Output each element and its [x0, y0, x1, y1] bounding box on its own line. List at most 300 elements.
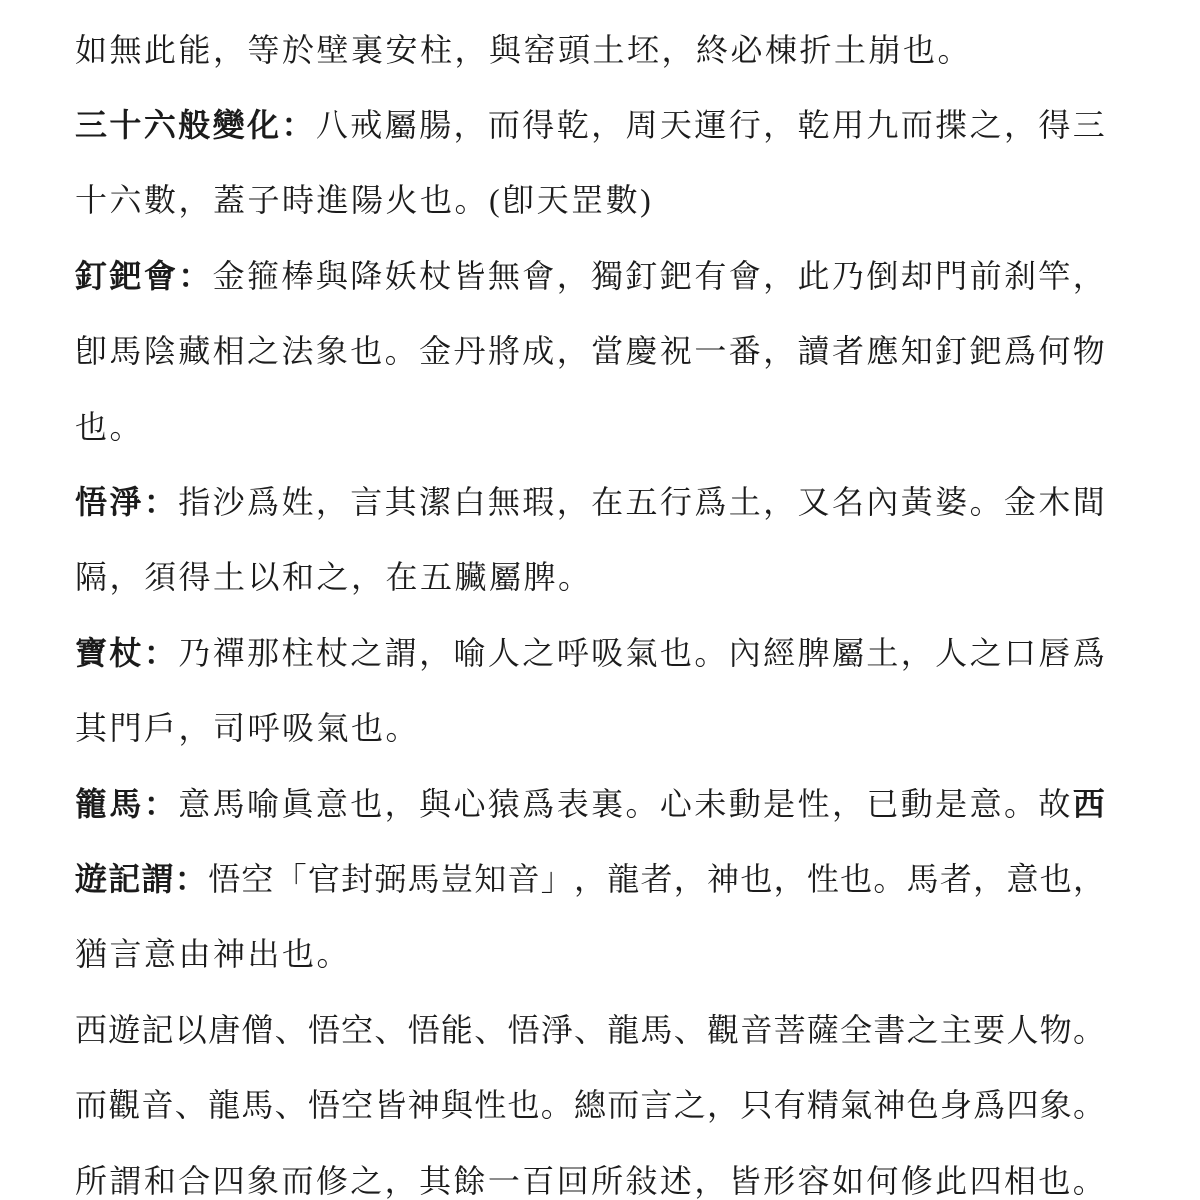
body-text-char: ， [573, 860, 606, 897]
term-heading-char: 謂 [141, 860, 174, 897]
text-line [75, 915, 1105, 990]
body-text-char: 、 [673, 1011, 706, 1048]
term-heading-char: ： [143, 484, 176, 521]
body-text: 隔，須得土以和之，在五臟屬脾。 [75, 559, 593, 596]
body-text-char: 性 [797, 785, 830, 822]
term-heading-char: 十 [109, 107, 142, 144]
text-line [75, 161, 1105, 236]
body-text-char: 天 [659, 107, 692, 144]
body-text-char: 乃 [178, 634, 211, 671]
body-text-char: 爲 [973, 1087, 1006, 1124]
body-text-char: 爲 [247, 484, 280, 521]
body-text-char: 一 [694, 333, 727, 370]
body-text-char: 爲 [1003, 333, 1036, 370]
body-text-char: 屬 [384, 107, 417, 144]
body-text-char: 。 [694, 634, 727, 671]
body-text-char: 其 [384, 484, 417, 521]
body-text-char: 修 [315, 1162, 348, 1199]
body-text-char: 之 [522, 634, 555, 671]
body-text-char: 乾 [797, 107, 830, 144]
term-heading-char: ： [174, 860, 207, 897]
body-text-char: 能 [440, 1011, 473, 1048]
body-text-char: 其 [419, 1162, 452, 1199]
body-text-char: 。 [873, 860, 906, 897]
body-text-char: 降 [350, 257, 383, 294]
body-text-char: ， [384, 785, 417, 822]
body-text-char: 意 [969, 785, 1002, 822]
body-text-char: 三 [1072, 107, 1105, 144]
body-text-char: 龍 [607, 860, 640, 897]
body-text-char: 而 [607, 1087, 640, 1124]
body-text-char: 龍 [208, 1087, 241, 1124]
body-text-char: 鈀 [969, 333, 1002, 370]
body-text-char: 心 [659, 785, 692, 822]
term-heading-char: ： [178, 257, 211, 294]
body-text-char: 象 [1039, 1087, 1072, 1124]
body-text-char: 也 [350, 785, 383, 822]
body-text-char: 象 [247, 1162, 280, 1199]
body-text-char: 之 [906, 1011, 939, 1048]
body-text-char: 而 [487, 107, 520, 144]
body-text-char: 薩 [806, 1011, 839, 1048]
body-text-char: 釘 [935, 333, 968, 370]
body-text-char: 獨 [591, 257, 624, 294]
body-text-char: 用 [831, 107, 864, 144]
body-text-char: ， [831, 785, 864, 822]
term-heading-char: 馬 [109, 785, 142, 822]
body-text-char: 餘 [453, 1162, 486, 1199]
body-text-char: 間 [1072, 484, 1105, 521]
body-text-char: 杖 [419, 257, 452, 294]
body-text-char: 馬 [407, 860, 440, 897]
body-text-char: 觀 [108, 1087, 141, 1124]
term-heading-char: 鈀 [109, 257, 142, 294]
body-text-char: 禪 [212, 634, 245, 671]
body-text-char: 者 [939, 860, 972, 897]
body-text-char: ， [384, 1162, 417, 1199]
body-text-char: 當 [591, 333, 624, 370]
body-text-char: 金 [419, 333, 452, 370]
body-text-char: ， [556, 484, 589, 521]
body-text-char: 淨 [540, 1011, 573, 1048]
term-heading-char: 籠 [75, 785, 108, 822]
body-text-char: 金 [212, 257, 245, 294]
text-line [75, 689, 1105, 764]
body-text-char: 與 [440, 1087, 473, 1124]
body-text-char: 腸 [419, 107, 452, 144]
term-heading-char: 西 [1072, 785, 1105, 822]
body-text-char: 乾 [556, 107, 589, 144]
body-text-char: 謂 [384, 634, 417, 671]
body-text-char: 眞 [281, 785, 314, 822]
term-heading-char: 杖 [109, 634, 142, 671]
body-text-char: 氣 [625, 634, 658, 671]
body-text-char: 是 [935, 785, 968, 822]
body-text: 其門戶，司呼吸氣也。 [75, 710, 421, 747]
body-text-char: 音 [740, 1011, 773, 1048]
body-text: 如無此能，等於壁裏安柱，與窑頭土坯，終必棟折土崩也。 [75, 31, 973, 68]
body-text-char: 只 [740, 1087, 773, 1124]
body-text-char: 棒 [281, 257, 314, 294]
term-heading-char: 會 [143, 257, 176, 294]
body-text-char: 乃 [831, 257, 864, 294]
body-text-char: ， [591, 107, 624, 144]
body-text-char: 周 [625, 107, 658, 144]
body-text-char: 內 [866, 484, 899, 521]
body-text-char: ， [773, 860, 806, 897]
body-text-char: 精 [806, 1087, 839, 1124]
body-text-char: ， [694, 1162, 727, 1199]
body-text-char: 喻 [247, 785, 280, 822]
body-text-char: 僧 [241, 1011, 274, 1048]
body-text-char: ， [1003, 107, 1036, 144]
body-text-char: 所 [75, 1162, 108, 1199]
body-text-char: 書 [873, 1011, 906, 1048]
body-text-char: 指 [178, 484, 211, 521]
body-text-char: 物 [1072, 333, 1105, 370]
body-text-char: ， [1072, 257, 1105, 294]
body-text-char: 四 [1006, 1087, 1039, 1124]
body-text-char: 動 [900, 785, 933, 822]
body-text-char: 釘 [625, 257, 658, 294]
body-text-char: 。 [1003, 785, 1036, 822]
body-text-char: 有 [694, 257, 727, 294]
body-text-char: 人 [487, 634, 520, 671]
body-text-char: 悟 [307, 1011, 340, 1048]
body-text-char: 慶 [625, 333, 658, 370]
body-text-char: ， [763, 484, 796, 521]
body-text-char: 也 [1039, 860, 1072, 897]
body-text-char: 。 [384, 333, 417, 370]
body-text-char: 內 [728, 634, 761, 671]
body-text-char: 表 [556, 785, 589, 822]
body-text-char: 全 [840, 1011, 873, 1048]
body-text-char: 人 [935, 634, 968, 671]
body-text-char: 得 [522, 107, 555, 144]
body-text-char: 、 [374, 1011, 407, 1048]
body-text-char: 相 [1003, 1162, 1036, 1199]
body-text-char: 揲 [935, 107, 968, 144]
body-text-char: 經 [763, 634, 796, 671]
body-text-char: ， [419, 634, 452, 671]
body-text-char: 屬 [831, 634, 864, 671]
body-text-char: 以 [174, 1011, 207, 1048]
body-text-char: ， [556, 257, 589, 294]
body-text-char: 一 [487, 1162, 520, 1199]
body-text-char: 遊 [108, 1011, 141, 1048]
body-text-char: 未 [694, 785, 727, 822]
body-text-char: 祝 [659, 333, 692, 370]
body-text-char: 柱 [281, 634, 314, 671]
body-text-char: 皆 [374, 1087, 407, 1124]
text-line [75, 312, 1105, 387]
body-text-char: 皆 [453, 257, 486, 294]
body-text-char: 那 [247, 634, 280, 671]
body-text-char: 。 [540, 1087, 573, 1124]
body-text-char: 弼 [374, 860, 407, 897]
body-text-char: 名 [831, 484, 864, 521]
body-text-char: 菩 [773, 1011, 806, 1048]
body-text-char: 、 [573, 1011, 606, 1048]
body-text-char: 、 [474, 1011, 507, 1048]
body-text-char: 豈 [440, 860, 473, 897]
body-text-char: 金 [1003, 484, 1036, 521]
body-text-char: 爲 [694, 484, 727, 521]
body-text-char: 婆 [935, 484, 968, 521]
body-text-char: 空 [341, 1011, 374, 1048]
body-text-char: ， [556, 333, 589, 370]
body-text-char: 與 [419, 785, 452, 822]
term-heading-char: ： [143, 634, 176, 671]
body-text-char: 合 [178, 1162, 211, 1199]
body-text-char: 丹 [453, 333, 486, 370]
body-text-char: 意 [1006, 860, 1039, 897]
body-text-char: 修 [900, 1162, 933, 1199]
body-text-char: 神 [407, 1087, 440, 1124]
body-text-char: 吸 [591, 634, 624, 671]
body-text-char: 和 [143, 1162, 176, 1199]
body-text-char: ， [707, 1087, 740, 1124]
body-text-char: 回 [556, 1162, 589, 1199]
body-text-char: 五 [625, 484, 658, 521]
body-text-char: 卽 [75, 333, 108, 370]
body-text-char: 姓 [281, 484, 314, 521]
body-text-char: ， [673, 860, 706, 897]
body-text-char: 神 [707, 860, 740, 897]
body-text-char: 前 [969, 257, 1002, 294]
body-text-char: 意 [178, 785, 211, 822]
body-text-char: 之 [247, 333, 280, 370]
body-text-char: 官 [307, 860, 340, 897]
body-text-char: 喻 [453, 634, 486, 671]
body-text-char: 也 [350, 333, 383, 370]
body-text-char: 。 [969, 484, 1002, 521]
term-heading-char: 變 [212, 107, 245, 144]
text-line [75, 10, 1105, 85]
body-text-char: 、 [274, 1011, 307, 1048]
body-text-char: 爲 [522, 785, 555, 822]
text-line [75, 462, 1105, 537]
body-text-char: 四 [212, 1162, 245, 1199]
body-text-char: 悟 [407, 1011, 440, 1048]
body-text-char: 龍 [607, 1011, 640, 1048]
body-text-char: 西 [75, 1011, 108, 1048]
body-text-char: 法 [281, 333, 314, 370]
term-heading-char: 悟 [75, 484, 108, 521]
body-text-char: 馬 [241, 1087, 274, 1124]
body-text-char: 八 [315, 107, 348, 144]
body-text-char: ， [763, 257, 796, 294]
body-text-char: 而 [75, 1087, 108, 1124]
body-text-char: 妖 [384, 257, 417, 294]
body-text-char: 之 [350, 634, 383, 671]
body-text-char: 何 [866, 1162, 899, 1199]
term-heading-char: 記 [108, 860, 141, 897]
body-text-char: 讀 [797, 333, 830, 370]
body-text-char: 無 [487, 484, 520, 521]
body-text-char: 馬 [640, 1011, 673, 1048]
text-line [75, 387, 1105, 462]
body-text-char: 刹 [1003, 257, 1036, 294]
body-text-char: 番 [728, 333, 761, 370]
body-text-char: 成 [522, 333, 555, 370]
body-text-char: 也 [659, 634, 692, 671]
body-text-char: 已 [866, 785, 899, 822]
body-text-char: 爲 [1072, 634, 1105, 671]
body-text-char: 悟 [208, 860, 241, 897]
body-text-char: 氣 [840, 1087, 873, 1124]
body-text-char: 無 [487, 257, 520, 294]
body-text-char: 會 [728, 257, 761, 294]
body-text-char: 與 [315, 257, 348, 294]
body-text-char: 將 [487, 333, 520, 370]
body-text-char: 要 [973, 1011, 1006, 1048]
body-text-char: 白 [453, 484, 486, 521]
body-text-char: 之 [673, 1087, 706, 1124]
body-text-char: 脾 [797, 634, 830, 671]
body-text-char: 如 [831, 1162, 864, 1199]
body-text-char: ， [315, 484, 348, 521]
body-text-char: 」 [540, 860, 573, 897]
term-heading-char: ： [281, 107, 314, 144]
body-text-char: 有 [773, 1087, 806, 1124]
body-text-char: 。 [625, 785, 658, 822]
body-text-char: 土 [728, 484, 761, 521]
body-text-char: 相 [212, 333, 245, 370]
text-line [75, 538, 1105, 613]
body-text-char: 言 [350, 484, 383, 521]
body-text-char: 形 [763, 1162, 796, 1199]
body-text-char: 言 [640, 1087, 673, 1124]
body-text-char: 戒 [350, 107, 383, 144]
body-text-char: 總 [573, 1087, 606, 1124]
text-line [75, 764, 1105, 839]
term-heading-char: 遊 [75, 860, 108, 897]
text-line [75, 990, 1105, 1065]
body-text-char: 色 [906, 1087, 939, 1124]
body-text-char: 瑕 [522, 484, 555, 521]
body-text-char: 者 [831, 333, 864, 370]
body-text-char: 箍 [247, 257, 280, 294]
body-text-char: 所 [591, 1162, 624, 1199]
text-line [75, 1141, 1105, 1200]
body-text-char: 百 [522, 1162, 555, 1199]
term-heading-char: 化 [247, 107, 280, 144]
body-text-char: 馬 [212, 785, 245, 822]
body-text-char: 又 [797, 484, 830, 521]
body-text-char: 也 [1038, 1162, 1071, 1199]
body-text-char: 故 [1038, 785, 1071, 822]
text-line [75, 839, 1105, 914]
body-text-char: 物 [1039, 1011, 1072, 1048]
body-text-char: 觀 [707, 1011, 740, 1048]
body-text-char: 。 [1072, 1011, 1105, 1048]
body-text-char: 悟 [507, 1011, 540, 1048]
body-text-char: 也 [507, 1087, 540, 1124]
body-text-char: 音 [507, 860, 540, 897]
body-text-char: 却 [900, 257, 933, 294]
body-text-char: 得 [1038, 107, 1071, 144]
body-text-char: 記 [141, 1011, 174, 1048]
body-text-char: 藏 [178, 333, 211, 370]
body-text-char: 何 [1038, 333, 1071, 370]
body-text-char: 陰 [143, 333, 176, 370]
body-text-char: 身 [939, 1087, 972, 1124]
term-heading-char: 三 [75, 107, 108, 144]
body-text: 猶言意由神出也。 [75, 936, 352, 973]
term-heading-char: 寶 [75, 634, 108, 671]
body-text-char: 木 [1038, 484, 1071, 521]
body-text-char: 潔 [419, 484, 452, 521]
body-text-char: 運 [694, 107, 727, 144]
body-text-char: 猿 [487, 785, 520, 822]
body-text-char: 馬 [109, 333, 142, 370]
body-text-char: 意 [315, 785, 348, 822]
body-text-char: 也 [840, 860, 873, 897]
body-text-char: 之 [969, 634, 1002, 671]
body-text-char: ， [763, 107, 796, 144]
body-text-char: 封 [341, 860, 374, 897]
body-text-char: 悟 [307, 1087, 340, 1124]
body-text-char: 動 [728, 785, 761, 822]
body-text-char: 唐 [208, 1011, 241, 1048]
body-text-char: 人 [1006, 1011, 1039, 1048]
body-text-char: ， [900, 634, 933, 671]
body-text-char: 知 [900, 333, 933, 370]
body-text-char: 此 [797, 257, 830, 294]
body-text-char: 裏 [591, 785, 624, 822]
body-text-char: 沙 [212, 484, 245, 521]
text-line [75, 85, 1105, 160]
body-text-char: 之 [350, 1162, 383, 1199]
body-text-char: 是 [763, 785, 796, 822]
body-text-char: 「 [274, 860, 307, 897]
body-text-char: 者 [640, 860, 673, 897]
body-text-char: 行 [728, 107, 761, 144]
body-text-char: ， [973, 860, 1006, 897]
body-text-char: 口 [1003, 634, 1036, 671]
body-text-char: 述 [659, 1162, 692, 1199]
body-text-char: 四 [969, 1162, 1002, 1199]
body-text: 也。 [75, 408, 145, 445]
body-text-char: ， [1072, 860, 1105, 897]
body-text-char: 象 [315, 333, 348, 370]
body-text-char: 之 [969, 107, 1002, 144]
body-text-char: 黃 [900, 484, 933, 521]
body-text-char: 在 [591, 484, 624, 521]
body-text-char: 性 [474, 1087, 507, 1124]
body-text-char: 也 [740, 860, 773, 897]
text-line [75, 236, 1105, 311]
body-text-char: 心 [453, 785, 486, 822]
body-text-char: ， [453, 107, 486, 144]
text-line [75, 613, 1105, 688]
body-text-char: 、 [274, 1087, 307, 1124]
body-text-char: ， [763, 333, 796, 370]
term-heading-char: 六 [143, 107, 176, 144]
body-text-char: 知 [474, 860, 507, 897]
body-text-char: 馬 [906, 860, 939, 897]
body-text-char: 性 [806, 860, 839, 897]
text-line [75, 1065, 1105, 1140]
body-text: 十六數，蓋子時進陽火也。(卽天罡數) [75, 182, 654, 219]
body-text-char: 空 [341, 1087, 374, 1124]
body-text-char: 土 [866, 634, 899, 671]
body-text-char: 鈀 [659, 257, 692, 294]
body-text-char: 會 [522, 257, 555, 294]
term-heading-char: 淨 [109, 484, 142, 521]
body-text-char: 此 [935, 1162, 968, 1199]
